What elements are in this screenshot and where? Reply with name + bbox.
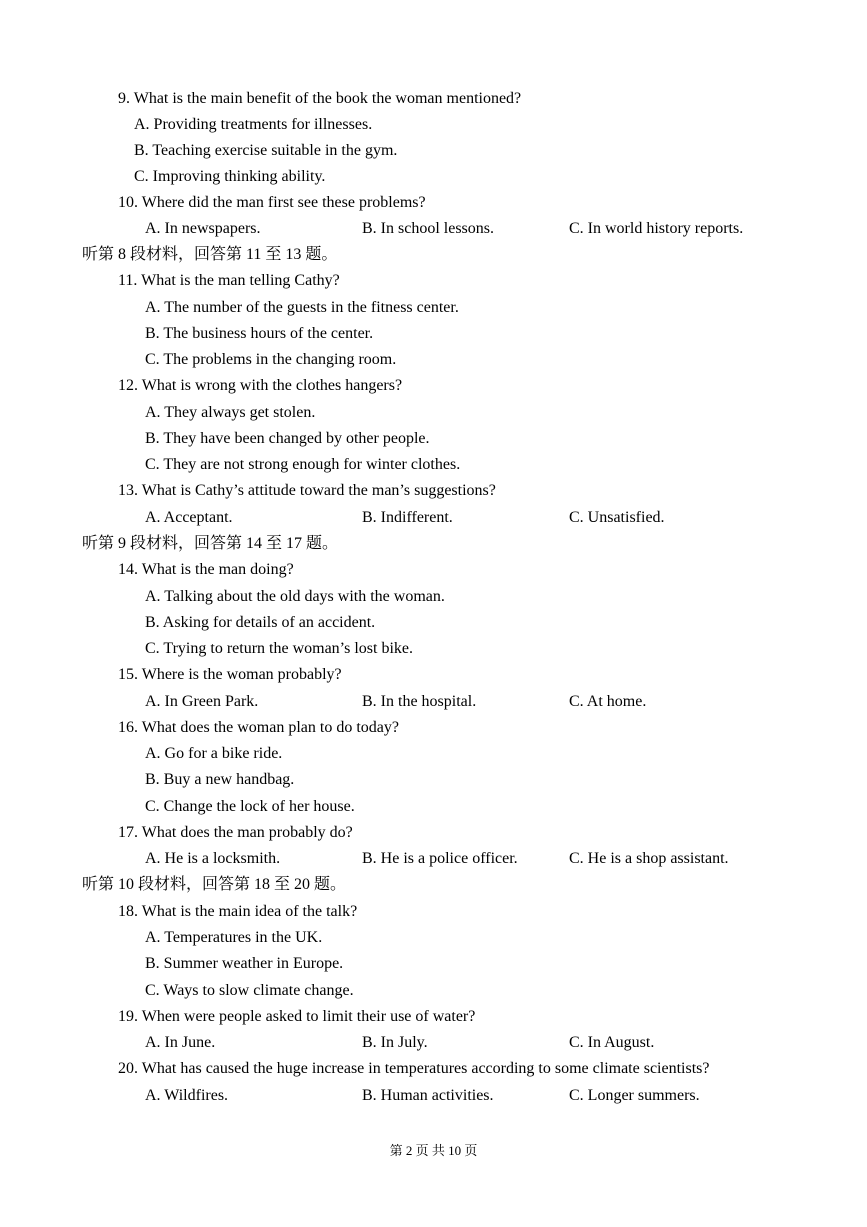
question-text: 17. What does the man probably do?	[118, 824, 353, 841]
answer-option: B. Indifferent.	[362, 509, 453, 526]
answer-option: B. In school lessons.	[362, 220, 494, 237]
answer-option: B. They have been changed by other people.	[145, 430, 430, 447]
answer-option: A. Talking about the old days with the woman.	[145, 588, 445, 605]
answer-option: A. Go for a bike ride.	[145, 745, 283, 762]
answer-option: A. Wildfires.	[145, 1087, 229, 1104]
question-text: 12. What is wrong with the clothes hangers?	[118, 377, 403, 394]
answer-option: B. Buy a new handbag.	[145, 771, 295, 788]
question-text: 20. What has caused the huge increase in temperatures according to some climate scientists?	[118, 1060, 710, 1077]
answer-option: C. Change the lock of her house.	[145, 798, 355, 815]
question-text: 9. What is the main benefit of the book the woman mentioned?	[118, 90, 522, 107]
answer-option: A. Acceptant.	[145, 509, 233, 526]
answer-option: B. He is a police officer.	[362, 850, 518, 867]
section-heading: 听第 8 段材料，回答第 11 至 13 题。	[82, 246, 338, 263]
answer-option: A. The number of the guests in the fitness center.	[145, 299, 459, 316]
question-text: 16. What does the woman plan to do today?	[118, 719, 399, 736]
answer-option: B. Summer weather in Europe.	[145, 955, 344, 972]
question-text: 13. What is Cathy’s attitude toward the man’s suggestions?	[118, 482, 496, 499]
answer-option: A. In June.	[145, 1034, 216, 1051]
answer-option: C. In world history reports.	[569, 220, 744, 237]
answer-option: A. He is a locksmith.	[145, 850, 281, 867]
answer-option: A. They always get stolen.	[145, 404, 316, 421]
answer-option: B. The business hours of the center.	[145, 325, 374, 342]
question-text: 15. Where is the woman probably?	[118, 666, 342, 683]
question-text: 11. What is the man telling Cathy?	[118, 272, 340, 289]
answer-option: C. The problems in the changing room.	[145, 351, 397, 368]
answer-option: A. Providing treatments for illnesses.	[134, 116, 373, 133]
answer-option: C. At home.	[569, 693, 647, 710]
question-text: 18. What is the main idea of the talk?	[118, 903, 358, 920]
answer-option: A. In Green Park.	[145, 693, 259, 710]
answer-option: C. They are not strong enough for winter clothes.	[145, 456, 461, 473]
answer-option: B. In the hospital.	[362, 693, 477, 710]
page-footer: 第 2 页 共 10 页	[389, 1143, 478, 1158]
question-text: 10. Where did the man first see these problems?	[118, 194, 426, 211]
answer-option: C. Trying to return the woman’s lost bike.	[145, 640, 413, 657]
answer-option: B. Teaching exercise suitable in the gym.	[134, 142, 398, 159]
question-text: 14. What is the man doing?	[118, 561, 294, 578]
section-heading: 听第 9 段材料，回答第 14 至 17 题。	[82, 535, 339, 552]
question-text: 19. When were people asked to limit their use of water?	[118, 1008, 476, 1025]
section-heading: 听第 10 段材料，回答第 18 至 20 题。	[82, 876, 347, 893]
answer-option: B. Asking for details of an accident.	[145, 614, 376, 631]
answer-option: C. Ways to slow climate change.	[145, 982, 354, 999]
answer-option: C. Unsatisfied.	[569, 509, 665, 526]
answer-option: B. In July.	[362, 1034, 428, 1051]
answer-option: C. In August.	[569, 1034, 655, 1051]
answer-option: C. Longer summers.	[569, 1087, 700, 1104]
answer-option: A. In newspapers.	[145, 220, 261, 237]
answer-option: B. Human activities.	[362, 1087, 494, 1104]
answer-option: C. Improving thinking ability.	[134, 168, 326, 185]
answer-option: A. Temperatures in the UK.	[145, 929, 323, 946]
answer-option: C. He is a shop assistant.	[569, 850, 729, 867]
